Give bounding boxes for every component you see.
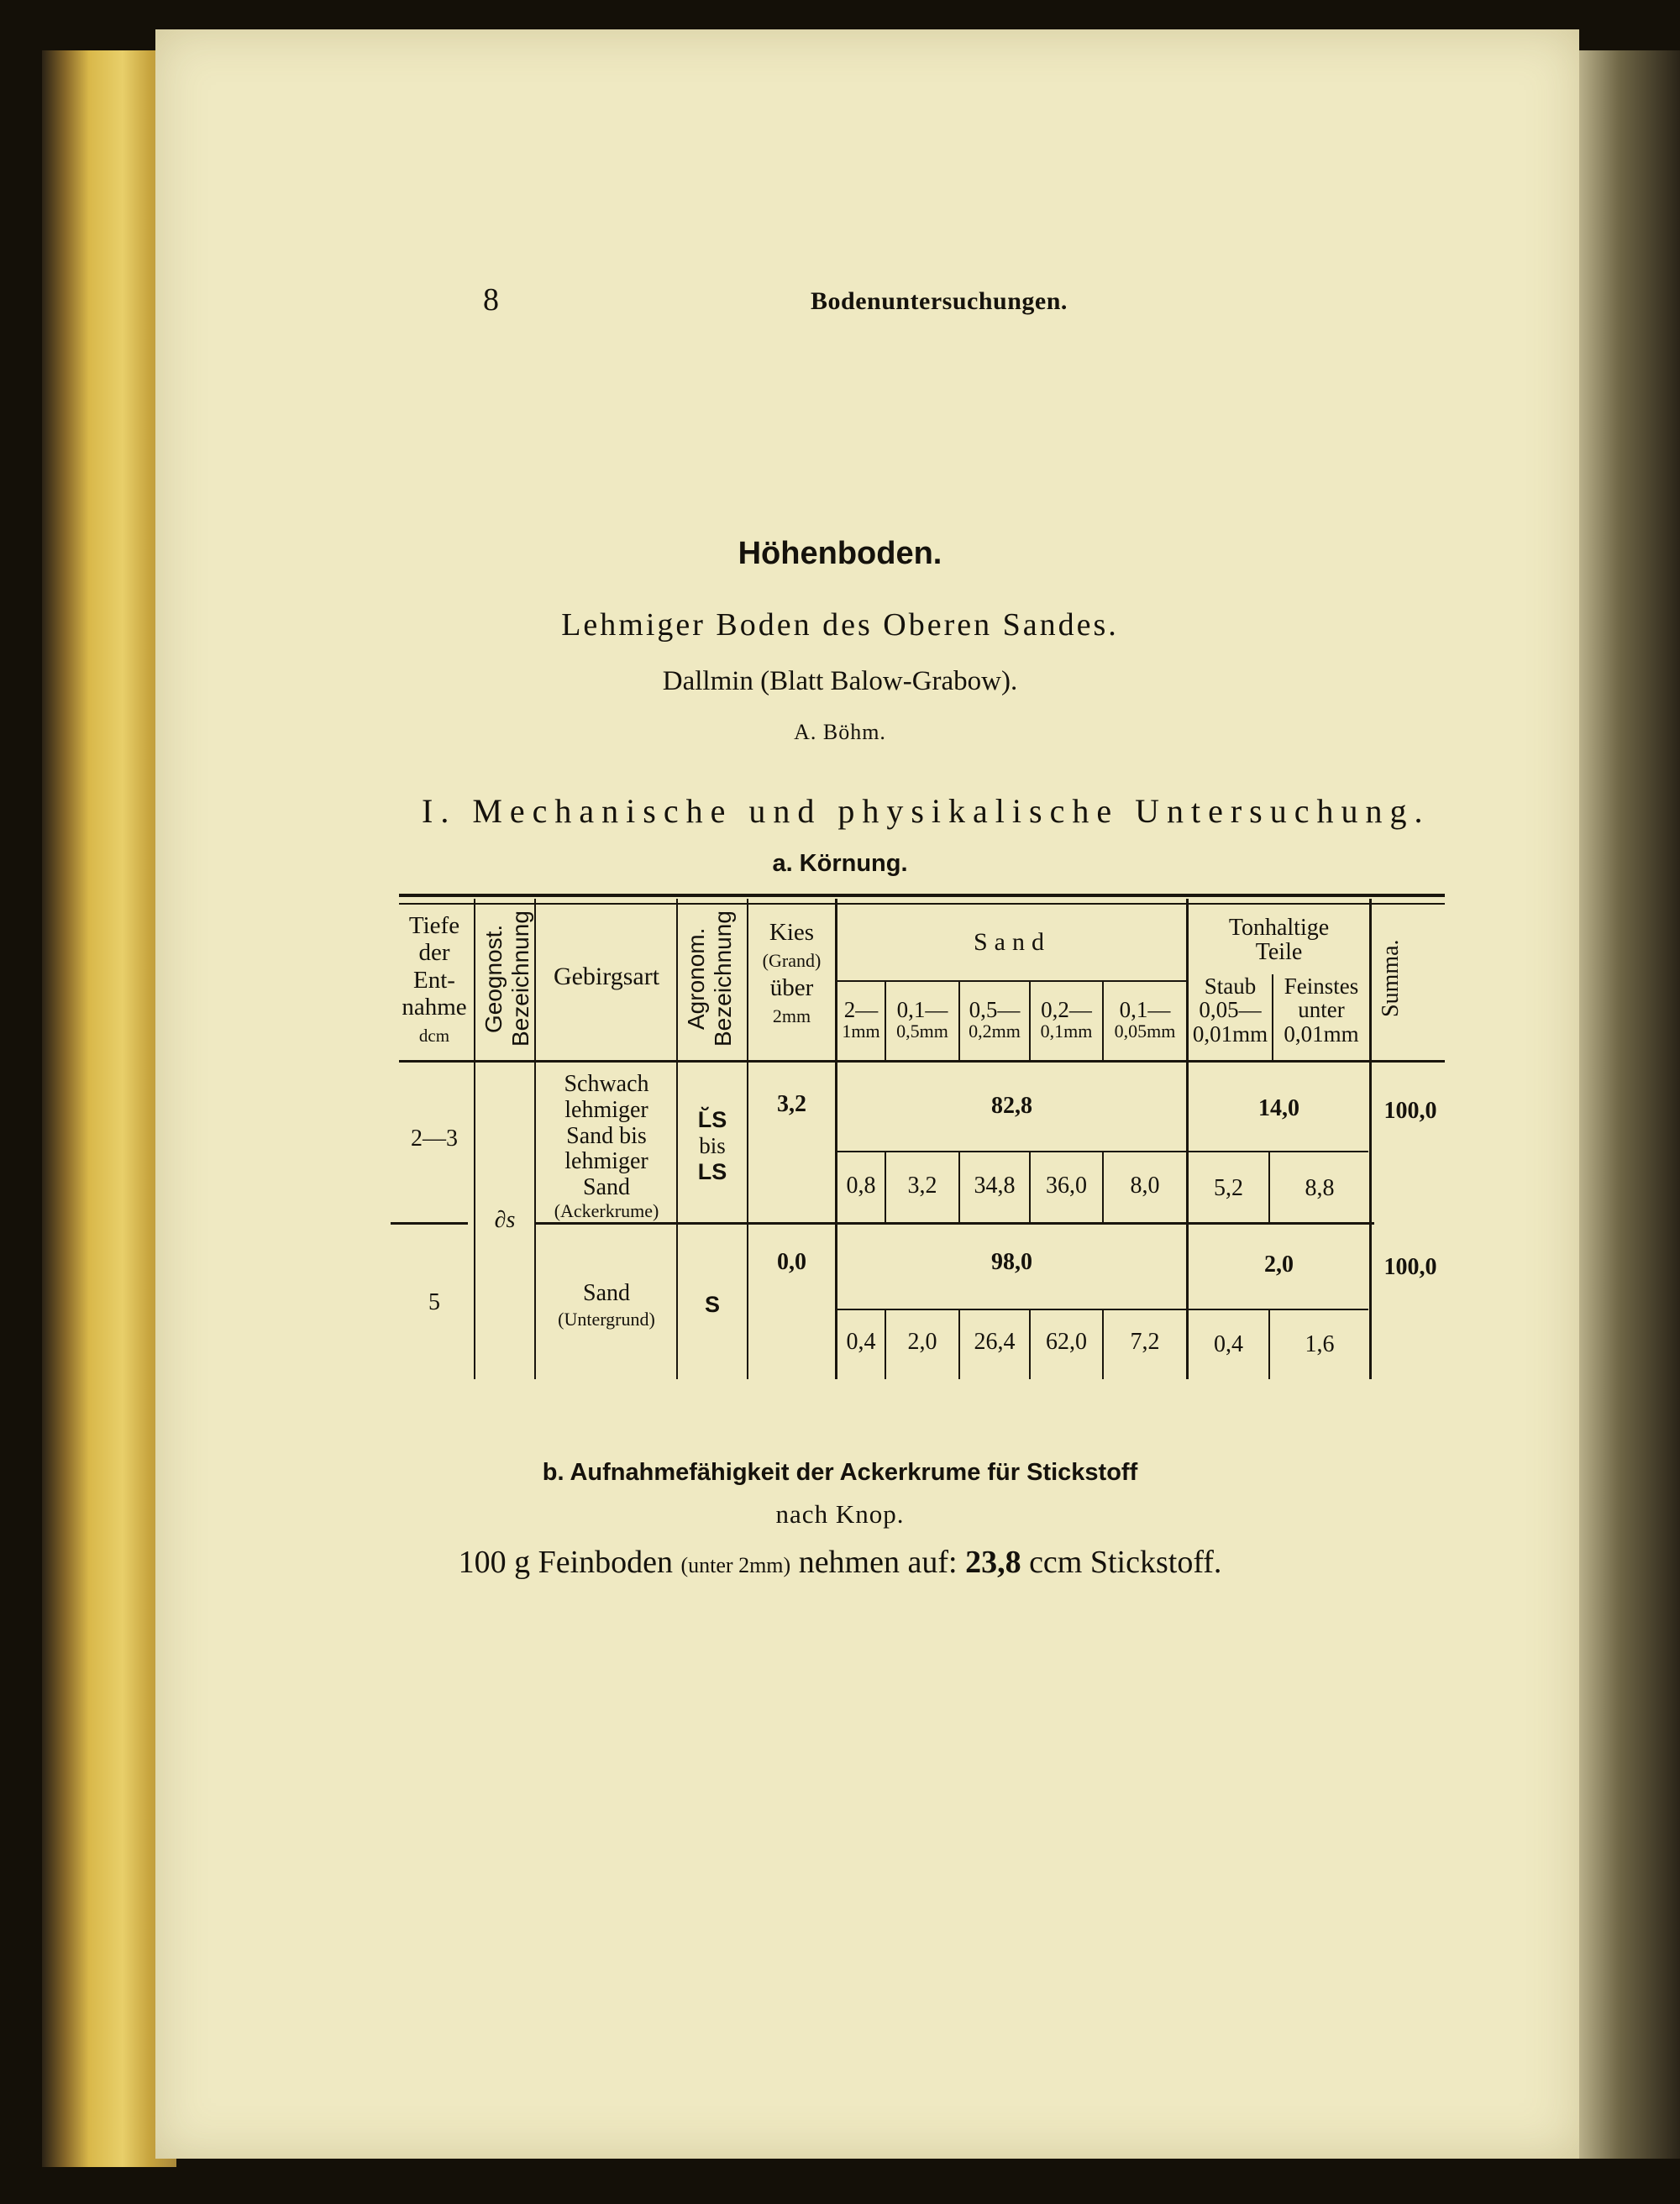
header-depth: Tiefe der Ent- nahme dcm (395, 912, 474, 1046)
row2-summa: 100,0 (1383, 1254, 1437, 1280)
row1-sand-1: 0,8 (846, 1173, 876, 1199)
header-bottom-rule (399, 1060, 1445, 1063)
row2-kies: 0,0 (777, 1249, 806, 1275)
row1-depth: 2—3 (411, 1126, 458, 1152)
row2-agronom: S (704, 1292, 720, 1317)
row2-sand-3: 26,4 (974, 1329, 1016, 1355)
header-agronom: Agronom. Bezeichnung (683, 910, 736, 1047)
header-sand-col-3: 0,5— 0,2mm (969, 997, 1021, 1042)
page-number: 8 (483, 282, 499, 317)
header-sand-col-4: 0,2— 0,1mm (1040, 997, 1093, 1042)
location: Dallmin (Blatt Balow-Grabow). (662, 666, 1018, 696)
row1-ton-total: 14,0 (1258, 1095, 1299, 1121)
col-rule-summa (1369, 899, 1372, 1379)
header-depth-unit: dcm (418, 1025, 450, 1046)
header-kies: Kies (Grand) über 2mm (762, 919, 822, 1026)
header-sand-col-1: 2— 1mm (842, 997, 880, 1042)
row2-sand-total: 98,0 (991, 1249, 1032, 1275)
section-title: I. Mechanische und physikalische Untersuchung. (422, 792, 1431, 830)
row1-sand-total: 82,8 (991, 1093, 1032, 1119)
row2-sand-5: 7,2 (1130, 1329, 1160, 1355)
author: A. Böhm. (794, 720, 886, 744)
main-title: Höhenboden. (738, 536, 942, 571)
col-rule-ton (1186, 899, 1189, 1379)
row1-summa: 100,0 (1383, 1098, 1437, 1124)
row1-sand-2: 3,2 (907, 1173, 937, 1199)
header-gebirgsart: Gebirgsart (553, 963, 660, 990)
section-b-title: b. Aufnahmefähigkeit der Ackerkrume für Stickstoff (542, 1459, 1138, 1486)
row2-sand-1: 0,4 (846, 1329, 876, 1355)
sand-subheader-rule (837, 980, 1186, 982)
soil-title: Lehmiger Boden des Oberen Sandes. (561, 607, 1119, 643)
row1-gebirgsart: Schwach lehmiger Sand bis lehmiger Sand (Ackerkrume) (554, 1071, 659, 1221)
nitrogen-statement: 100 g Feinboden (unter 2mm) nehmen auf: 23,8 ccm Stickstoff. (458, 1545, 1222, 1580)
row2-staub: 0,4 (1214, 1331, 1243, 1357)
row1-staub: 5,2 (1214, 1175, 1243, 1201)
table-top-rule-2 (399, 903, 1445, 905)
row1-sand-4: 36,0 (1046, 1173, 1087, 1199)
running-head: Bodenuntersuchungen. (811, 287, 1068, 315)
row1-sand-5: 8,0 (1130, 1173, 1160, 1199)
table-top-rule (399, 894, 1445, 897)
row1-agronom: L̆S bis LS (697, 1107, 727, 1185)
row1-kies: 3,2 (777, 1091, 806, 1117)
col-rule-5 (835, 899, 837, 1379)
row1-feinstes: 8,8 (1305, 1175, 1335, 1201)
section-subtitle: a. Körnung. (772, 850, 908, 877)
row2-sand-4: 62,0 (1046, 1329, 1087, 1355)
book-edge-right (1579, 50, 1680, 2159)
row2-ton-total: 2,0 (1264, 1252, 1294, 1278)
header-ton: Tonhaltige Teile (1228, 915, 1330, 966)
geognost-symbol: ∂s (494, 1207, 516, 1233)
row1-sand-3: 34,8 (974, 1173, 1016, 1199)
header-summa: Summa. (1378, 939, 1404, 1018)
header-sand-col-5: 0,1— 0,05mm (1114, 997, 1176, 1042)
row2-gebirgsart: Sand (Untergrund) (558, 1280, 655, 1330)
row2-depth: 5 (428, 1289, 440, 1315)
col-rule-2 (534, 899, 536, 1379)
header-sand: Sand (974, 928, 1051, 956)
row2-feinstes: 1,6 (1305, 1331, 1335, 1357)
row2-sand-2: 2,0 (907, 1329, 937, 1355)
header-geognost: Geognost. Bezeichnung (480, 910, 533, 1047)
header-staub: Staub 0,05— 0,01mm (1192, 973, 1268, 1047)
section-b-subtitle: nach Knop. (775, 1499, 905, 1529)
header-feinstes: Feinstes unter 0,01mm (1284, 973, 1359, 1047)
row-divider (534, 1222, 1374, 1225)
row-divider-depth (391, 1222, 468, 1225)
header-sand-col-2: 0,1— 0,5mm (896, 997, 948, 1042)
col-rule-1 (474, 899, 475, 1379)
nitrogen-value: 23,8 (965, 1545, 1021, 1580)
